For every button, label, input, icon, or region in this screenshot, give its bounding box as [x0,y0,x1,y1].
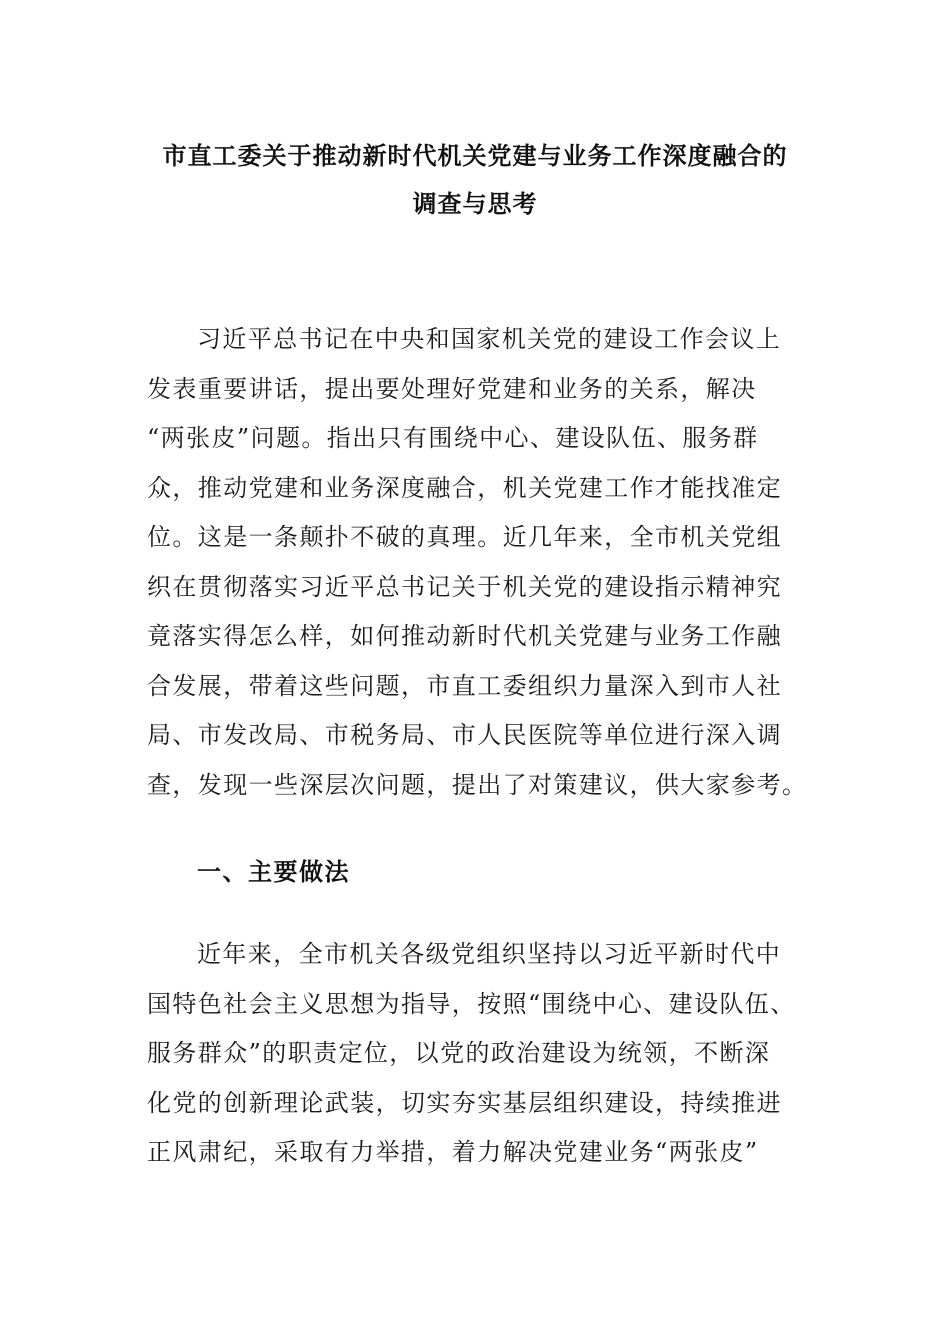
document-title-line-1: 市直工委关于推动新时代机关党建与业务工作深度融合的 [162,142,788,170]
paragraph-line: 合发展，带着这些问题，市直工委组织力量深入到市人社 [147,671,782,700]
paragraph-line: 正风肃纪，采取有力举措，着力解决党建业务“两张皮” [147,1138,759,1166]
paragraph-line: 局、市发改局、市税务局、市人民医院等单位进行深入调 [147,721,782,749]
paragraph-line: 国特色社会主义思想为指导，按照“围绕中心、建设队伍、 [147,989,796,1018]
paragraph-line: 竟落实得怎么样，如何推动新时代机关党建与业务工作融 [147,622,782,650]
paragraph-line: 众，推动党建和业务深度融合，机关党建工作才能找准定 [147,473,782,502]
paragraph-line: “两张皮”问题。指出只有围绕中心、建设队伍、服务群 [147,424,759,452]
paragraph-line: 查，发现一些深层次问题，提出了对策建议，供大家参考。 [147,770,808,799]
paragraph-line: 织在贯彻落实习近平总书记关于机关党的建设指示精神究 [147,572,782,601]
paragraph-line: 化党的创新理论武装，切实夯实基层组织建设，持续推进 [147,1088,782,1117]
document-title-line-2: 调查与思考 [412,190,538,218]
body-paragraph [147,930,807,1178]
paragraph-line: 服务群众”的职责定位，以党的政治建设为统领，不断深 [147,1039,771,1067]
paragraph-line: 位。这是一条颠扑不破的真理。近几年来，全市机关党组 [147,523,782,551]
paragraph-line: 发表重要讲话，提出要处理好党建和业务的关系，解决 [147,374,757,403]
intro-paragraph [147,315,807,810]
section-heading: 一、主要做法 [197,858,350,886]
paragraph-line: 近年来，全市机关各级党组织坚持以习近平新时代中 [197,940,782,968]
paragraph-line: 习近平总书记在中央和国家机关党的建设工作会议上 [197,325,782,353]
